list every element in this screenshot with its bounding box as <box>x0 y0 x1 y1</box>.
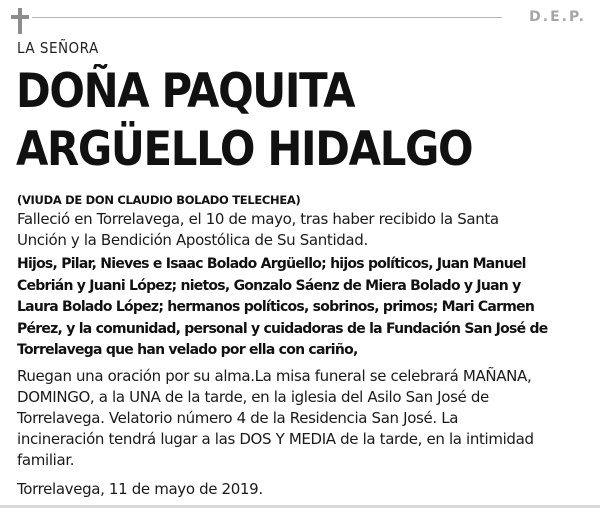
service-line: familiar. <box>17 451 75 469</box>
service-line: incineración tendrá lugar a las DOS Y MEDIA de la tarde, en la intimidad <box>17 430 534 448</box>
service-line: DOMINGO, a la UNA de la tarde, en la iglesia del Asilo San José de <box>17 388 489 406</box>
deceased-name <box>16 63 472 179</box>
dep-label: D.E.P. <box>529 9 586 25</box>
cross-vertical-bar <box>18 8 22 34</box>
service-line: Ruegan una oración por su alma.La misa funeral se celebrará MAÑANA, <box>17 367 532 385</box>
top-divider <box>32 17 502 18</box>
cross-horizontal-bar <box>11 15 29 19</box>
cross-icon <box>11 8 29 34</box>
family-line: Hijos, Pilar, Nieves e Isaac Bolado Argüello; hijos políticos, Juan Manuel <box>17 256 526 272</box>
death-paragraph <box>17 209 591 251</box>
death-line: Falleció en Torrelavega, el 10 de mayo, tras haber recibido la Santa <box>17 210 499 228</box>
family-line: Cebrián y Juani López; nietos, Gonzalo Sáenz de Miera Bolado y Juan y <box>17 277 521 294</box>
place-date: Torrelavega, 11 de mayo de 2019. <box>17 480 263 498</box>
service-paragraph <box>17 366 591 471</box>
deceased-name-line-1: DOÑA PAQUITA <box>16 64 355 119</box>
service-line: Torrelavega. Velatorio número 4 de la Residencia San José. La <box>17 409 459 427</box>
deceased-name-line-2: ARGÜELLO HIDALGO <box>16 122 473 177</box>
family-line: Laura Bolado López; hermanos políticos, sobrinos, primos; Mari Carmen <box>17 299 535 315</box>
death-line: Unción y la Bendición Apostólica de Su Santidad. <box>17 231 368 249</box>
family-line: Pérez, y la comunidad, personal y cuidadoras de la Fundación San José de <box>17 320 548 337</box>
widow-line: (VIUDA DE DON CLAUDIO BOLADO TELECHEA) <box>17 193 301 207</box>
family-line: Torrelavega que han velado por ella con cariño, <box>17 342 358 358</box>
title-label: LA SEÑORA <box>17 39 99 57</box>
family-paragraph <box>17 254 597 362</box>
